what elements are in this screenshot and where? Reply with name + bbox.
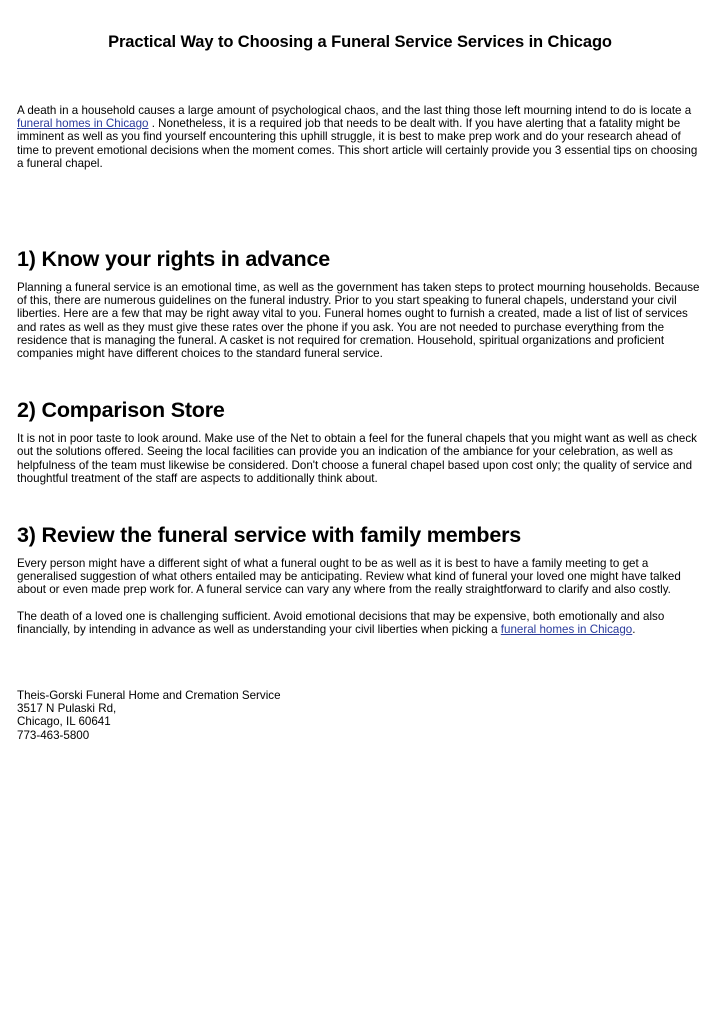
business-city: Chicago, IL 60641	[17, 715, 111, 729]
closing-funeral-homes-link[interactable]: funeral homes in Chicago	[500, 622, 633, 636]
business-address-block	[17, 689, 703, 742]
closing-paragraph	[17, 610, 703, 636]
section-heading-review-with-family: 3) Review the funeral service with family members	[17, 523, 522, 548]
closing-text-after-link: .	[632, 622, 636, 636]
business-phone: 773-463-5800	[17, 728, 90, 742]
intro-funeral-homes-link[interactable]: funeral homes in Chicago	[17, 117, 149, 131]
document-title: Practical Way to Choosing a Funeral Service Services in Chicago	[108, 33, 612, 51]
section-body-comparison-store: It is not in poor taste to look around. Make use of the Net to obtain a feel for the funeral chapels that you might want as well as check out the solutions offered. Seeing the local facilities can provide you an indication of the ambiance for your celebration, as well as helpfulness of the team must likewise be considered. Don't choose a funeral chapel based upon cost only; the quality of service and thoughtful treatment of the staff are aspects to additionally think about.	[17, 432, 697, 485]
intro-paragraph	[17, 104, 703, 170]
section-heading-comparison-store: 2) Comparison Store	[17, 398, 225, 423]
business-street: 3517 N Pulaski Rd,	[17, 702, 117, 716]
section-body-review-with-family: Every person might have a different sight of what a funeral ought to be as well as it is best to have a family meeting to get a generalised suggestion of what others entailed may be anticipating. Review what kind of funeral your loved one might have talked about or even made prep work for. A funeral service can vary any where from the really straightforward to clarify and also costly.	[17, 557, 681, 597]
business-name: Theis-Gorski Funeral Home and Cremation Service	[17, 689, 281, 703]
intro-text-after-link: . Nonetheless, it is a required job that needs to be dealt with. If you have alerting that a fatality might be imminent as well as you find yourself encountering this uphill struggle, it is best to make prep work and do your research ahead of time to prevent emotional decisions when the moment comes. This short article will certainly provide you 3 essential tips on choosing a funeral chapel.	[17, 117, 698, 170]
closing-text-before-link: The death of a loved one is challenging sufficient. Avoid emotional decisions that may be expensive, both emotionally and also financially, by intending in advance as well as understanding your civil liberties when picking a	[17, 609, 665, 636]
intro-text-before-link: A death in a household causes a large amount of psychological chaos, and the last thing those left mourning intend to do is locate a	[17, 104, 692, 117]
section-body-know-your-rights: Planning a funeral service is an emotional time, as well as the government has taken steps to protect mourning households. Because of this, there are numerous guidelines on the funeral industry. Prior to you start speaking to funeral chapels, understand your civil liberties. Here are a few that may be right away vital to you. Funeral homes ought to furnish a created, made a list of list of services and rates as well as they must give these rates over the phone if you ask. You are not needed to purchase everything from the residence that is managing the funeral. A casket is not required for cremation. Household, spiritual organizations and proficient companies might have different choices to the standard funeral service.	[17, 281, 700, 361]
section-heading-know-your-rights: 1) Know your rights in advance	[17, 247, 330, 272]
